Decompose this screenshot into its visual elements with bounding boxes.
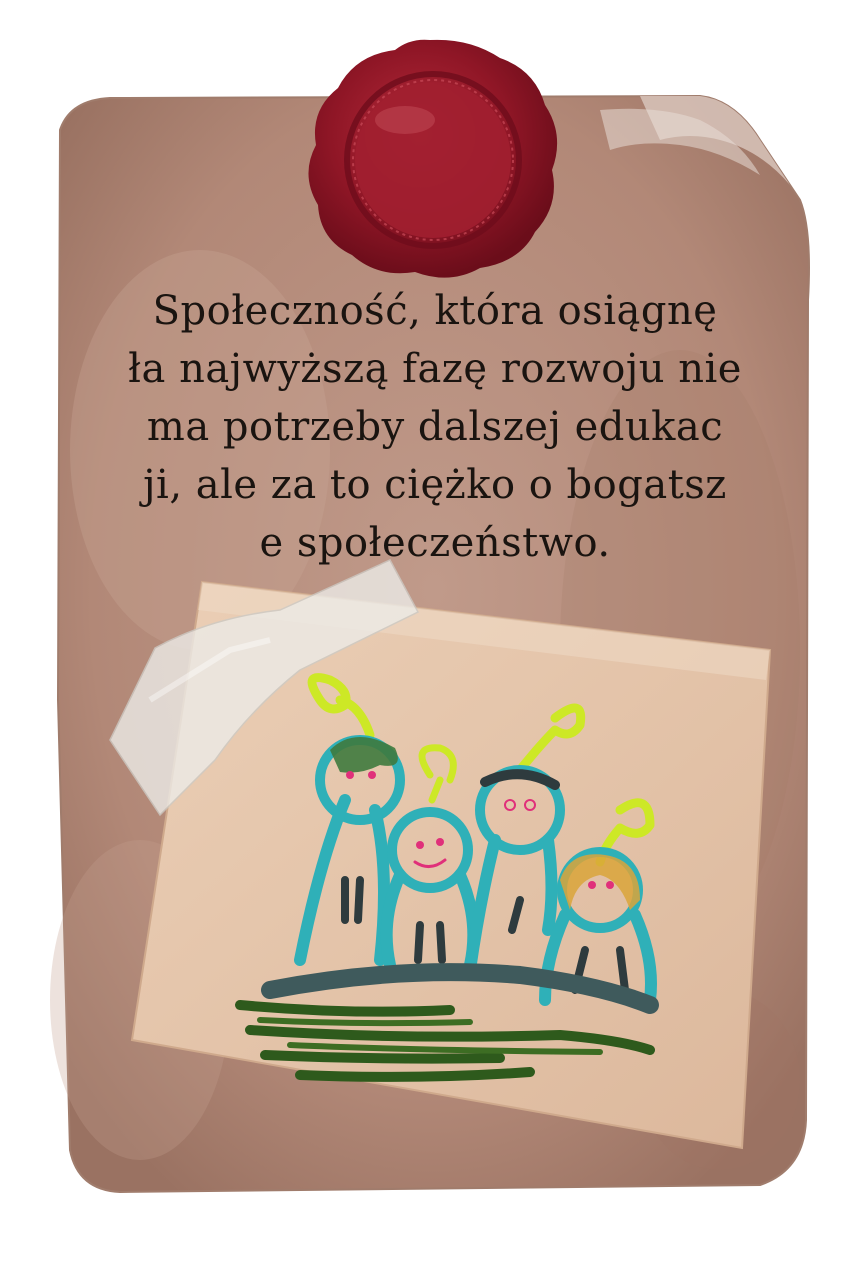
wax-seal-icon	[308, 40, 557, 278]
card-quote	[95, 282, 775, 572]
quote-line: ła najwyższą fazę rozwoju nie	[128, 346, 742, 392]
quote-line: ji, ale za to ciężko o bogatsz	[143, 462, 727, 508]
quote-line: e społeczeństwo.	[259, 520, 611, 566]
quote-line: ma potrzeby dalszej edukac	[146, 404, 724, 450]
quote-line: Społeczność, która osiągnę	[152, 288, 718, 334]
